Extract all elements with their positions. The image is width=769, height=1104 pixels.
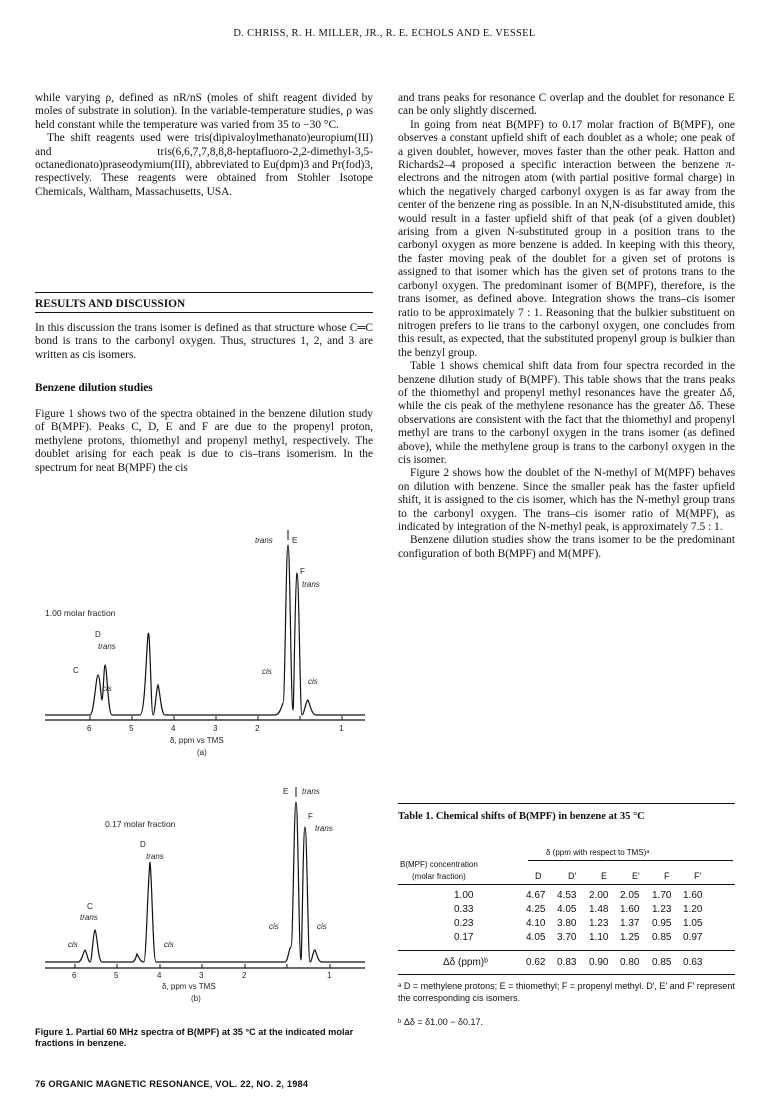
right-paragraph-4: Figure 2 shows how the doublet of the N-methyl of M(MPF) behaves on dilution with benzene. Since the smaller peak has the faster upfield shift, it is assigned to the cis isomer, which has the N-methyl group trans to the carbonyl oxygen. The trans–cis isomer ratio of M(MPF), as indicated by integration of the N-methyl peak, is approximately 7.5 : 1.	[398, 467, 735, 533]
table-cell: 0.95	[652, 918, 672, 929]
peak-d-cis-a: cis	[102, 684, 112, 693]
spectrum-panel-a	[40, 525, 370, 760]
table-cell: 0.85	[652, 932, 672, 943]
peak-c-label-a: C	[73, 666, 79, 675]
table-cell: 4.10	[526, 918, 546, 929]
table-cell: 0.90	[589, 957, 609, 968]
section-rule	[35, 292, 373, 293]
table-cell: 1.23	[589, 918, 609, 929]
peak-d-trans-b: trans	[146, 852, 164, 861]
table-cell-conc: 1.00	[454, 890, 474, 901]
table-cell: 2.05	[620, 890, 640, 901]
peak-c-trans-b: trans	[80, 913, 98, 922]
table-cell: 0.85	[652, 957, 672, 968]
peak-f-cis-b: cis	[317, 922, 327, 931]
peak-e-label-b: E	[283, 787, 289, 796]
table-cell: 1.37	[620, 918, 640, 929]
section-title: RESULTS AND DISCUSSION	[35, 298, 186, 310]
table-footnote-b: ᵇ Δδ = δ1.00 − δ0.17.	[398, 1017, 483, 1027]
table-row	[398, 918, 735, 932]
table-cell: 4.05	[557, 904, 577, 915]
section-paragraph	[35, 322, 373, 362]
table-row	[398, 932, 735, 946]
table-cell: 1.60	[683, 890, 703, 901]
tick-label-5-b: 5	[114, 971, 119, 980]
table-cell-conc: 0.23	[454, 918, 474, 929]
column-header-e-prime: E′	[632, 871, 640, 881]
peak-d-trans-a: trans	[98, 642, 116, 651]
table-cell: 1.20	[683, 904, 703, 915]
right-paragraph-5: Benzene dilution studies show the trans isomer to be the predominant configuration of both B(MPF) and M(MPF).	[398, 534, 735, 560]
table-footnote-a: ᵃ D = methylene protons; E = thiomethyl; F = propenyl methyl. D′, E′ and F′ represent the corresponding cis isomers.	[398, 981, 735, 1003]
table-cell: 2.00	[589, 890, 609, 901]
benzene-dilution-paragraph	[35, 408, 373, 475]
table-cell: 3.80	[557, 918, 577, 929]
right-column	[398, 92, 735, 561]
table-cell: 4.05	[526, 932, 546, 943]
spectrum-a-fraction: 1.00 molar fraction	[45, 608, 116, 618]
column-header-f: F	[664, 871, 670, 881]
table-cell: 1.10	[589, 932, 609, 943]
table-row-header-2: (molar fraction)	[412, 872, 466, 881]
tick-label-3-b: 3	[199, 971, 204, 980]
table-cell: 1.70	[652, 890, 672, 901]
peak-f-trans-a: trans	[302, 580, 320, 589]
table-delta-rule	[398, 950, 735, 951]
tick-label-4-a: 4	[171, 724, 176, 733]
spectrum-b-fraction: 0.17 molar fraction	[105, 819, 176, 829]
table-group-rule	[528, 860, 733, 861]
table-group-header: δ (ppm with respect to TMS)ᵃ	[546, 848, 650, 857]
right-paragraph-2: In going from neat B(MPF) to 0.17 molar fraction of B(MPF), one observes a constant upfield shift of each doublet as a whole; one peak of a given doublet, however, moves faster than the other peak. Hatton and Richards2–4 proposed a specific interaction between the benzene π-electrons and the nitrogen atom (with partial positive formal charge) in which the negatively charged carbonyl oxygen is as far away from the center of the benzene ring as possible. In an N,N-disubstituted amide, this would result in a faster upfield shift of that peak (of a given doublet) arising from a given N-substituted group in a position trans to the carbonyl oxygen as more benzene is added. In keeping with this theory, the faster moving peak of the doublet for a given set of protons is assigned to that isomer which has the given set of protons trans to the carbonyl oxygen. The predominant isomer of B(MPF), therefore, is the trans isomer, as defined above. Integration shows the trans–cis isomer ratio to be approximately 7 : 1. Reasoning that the bulkier substituent on nitrogen prefers to lie trans to the carbonyl oxygen, one concludes from this result, as expected, that the substituted propenyl group is bulkier than the benzyl group.	[398, 118, 735, 359]
table-label: Table 1.	[398, 811, 434, 822]
running-head: D. CHRISS, R. H. MILLER, JR., R. E. ECHOLS AND E. VESSEL	[233, 28, 536, 39]
figure-caption-label: Figure 1.	[35, 1027, 74, 1037]
table-title-text: Chemical shifts of B(MPF) in benzene at 35 °C	[435, 811, 645, 822]
peak-c-label-b: C	[87, 902, 93, 911]
section-rule-lower	[35, 312, 373, 313]
right-paragraph-1: and trans peaks for resonance C overlap and the doublet for resonance E can be only slightly discerned.	[398, 92, 735, 118]
table-cell: 1.25	[620, 932, 640, 943]
subsection-title: Benzene dilution studies	[35, 382, 153, 394]
benzene-dilution-text: Figure 1 shows two of the spectra obtained in the benzene dilution study of B(MPF). Peaks C, D, E and F are due to the propenyl proton, methylene protons, thiomethyl and propenyl methyl, respectively. The doublet arising for each peak is due to cis–trans isomerism. In the spectrum for neat B(MPF) the cis	[35, 408, 373, 474]
table-header-rule	[398, 884, 735, 885]
tick-label-6-a: 6	[87, 724, 92, 733]
table-row	[398, 904, 735, 918]
table-top-rule	[398, 803, 735, 804]
table-cell: 4.25	[526, 904, 546, 915]
peak-e-trans-b: trans	[302, 787, 320, 796]
peak-c-cis-b: cis	[68, 940, 78, 949]
peak-d-label-b: D	[140, 840, 146, 849]
table-cell: 4.67	[526, 890, 546, 901]
tick-label-1-b: 1	[327, 971, 332, 980]
table-cell-conc: 0.17	[454, 932, 474, 943]
peak-f-cis-a: cis	[308, 677, 318, 686]
table-cell: 3.70	[557, 932, 577, 943]
delta-row-label: Δδ (ppm)ᵇ	[443, 957, 488, 968]
table-cell-conc: 0.33	[454, 904, 474, 915]
peak-e-cis-a: cis	[262, 667, 272, 676]
table-row-header-1: B(MPF) concentration	[400, 860, 478, 869]
tick-label-6-b: 6	[72, 971, 77, 980]
column-header-d-prime: D′	[568, 871, 577, 881]
tick-label-2-b: 2	[242, 971, 247, 980]
table-row	[398, 890, 735, 904]
table-cell: 1.48	[589, 904, 609, 915]
panel-tag-a: (a)	[197, 748, 207, 757]
table-title	[398, 811, 735, 823]
x-axis-label-b: δ, ppm vs TMS	[162, 982, 216, 991]
table-cell: 1.60	[620, 904, 640, 915]
table-cell: 4.53	[557, 890, 577, 901]
peak-e-cis-b: cis	[269, 922, 279, 931]
page-footer: 76 ORGANIC MAGNETIC RESONANCE, VOL. 22, NO. 2, 1984	[35, 1079, 309, 1089]
peak-f-label-b: F	[308, 812, 313, 821]
table-cell: 1.05	[683, 918, 703, 929]
tick-label-1-a: 1	[339, 724, 344, 733]
peak-e-label-a: E	[292, 536, 298, 545]
table-cell: 0.63	[683, 957, 703, 968]
table-cell: 0.97	[683, 932, 703, 943]
column-header-d: D	[535, 871, 542, 881]
table-bottom-rule	[398, 974, 735, 975]
tick-label-4-b: 4	[157, 971, 162, 980]
tick-label-5-a: 5	[129, 724, 134, 733]
x-axis-label-a: δ, ppm vs TMS	[170, 736, 224, 745]
table-cell: 1.23	[652, 904, 672, 915]
table-delta-row	[398, 957, 735, 971]
panel-tag-b: (b)	[191, 994, 201, 1003]
figure-caption	[35, 1027, 373, 1049]
peak-d-cis-b: cis	[164, 940, 174, 949]
tick-label-2-a: 2	[255, 724, 260, 733]
intro-paragraph-2: The shift reagents used were tris(dipivaloylmethanato)europium(III) and tris(6,6,7,7,8,8,8-heptafluoro-2,2-dimethyl-3,5-octanedionato)praseodymium(III), abbreviated to Eu(dpm)3 and Pr(fod)3, respectively. These reagents were obtained from Stohler Isotope Chemicals, Waltham, Massachusetts, USA.	[35, 132, 373, 198]
table-cell: 0.83	[557, 957, 577, 968]
column-header-f-prime: F′	[694, 871, 702, 881]
tick-label-3-a: 3	[213, 724, 218, 733]
section-paragraph-1: In this discussion the trans isomer is defined as that structure whose C═C bond is trans to the carbonyl oxygen. Thus, structures 1, 2, and 3 are written as cis isomers.	[35, 322, 373, 361]
peak-f-label-a: F	[300, 567, 305, 576]
figure-caption-text: Partial 60 MHz spectra of B(MPF) at 35 °C at the indicated molar fractions in benzene.	[35, 1027, 354, 1048]
table-cell: 0.62	[526, 957, 546, 968]
intro-paragraph-1: while varying ρ, defined as nR/nS (moles of shift reagent divided by moles of substrate in solution). In the variable-temperature studies, ρ was held constant while the temperature was varied from 35 to −30 °C.	[35, 92, 373, 131]
column-header-e: E	[601, 871, 608, 881]
table-cell: 0.80	[620, 957, 640, 968]
peak-d-label-a: D	[95, 630, 101, 639]
right-paragraph-3: Table 1 shows chemical shift data from four spectra recorded in the benzene dilution study of B(MPF). This table shows that the trans peaks of the thiomethyl and propenyl methyl resonances have the greater Δδ, while the cis peak of the methylene resonance has the greater Δδ. These observations are consistent with the fact that the thiomethyl and propenyl methyl are trans to the carbonyl oxygen in the trans isomer (as defined above), while the methylene group is trans to the carbonyl oxygen in the cis isomer.	[398, 360, 735, 466]
spectrum-panel-b	[40, 782, 370, 1022]
peak-f-trans-b: trans	[315, 824, 333, 833]
peak-e-trans-a: trans	[255, 536, 273, 545]
left-column-intro	[35, 92, 373, 199]
